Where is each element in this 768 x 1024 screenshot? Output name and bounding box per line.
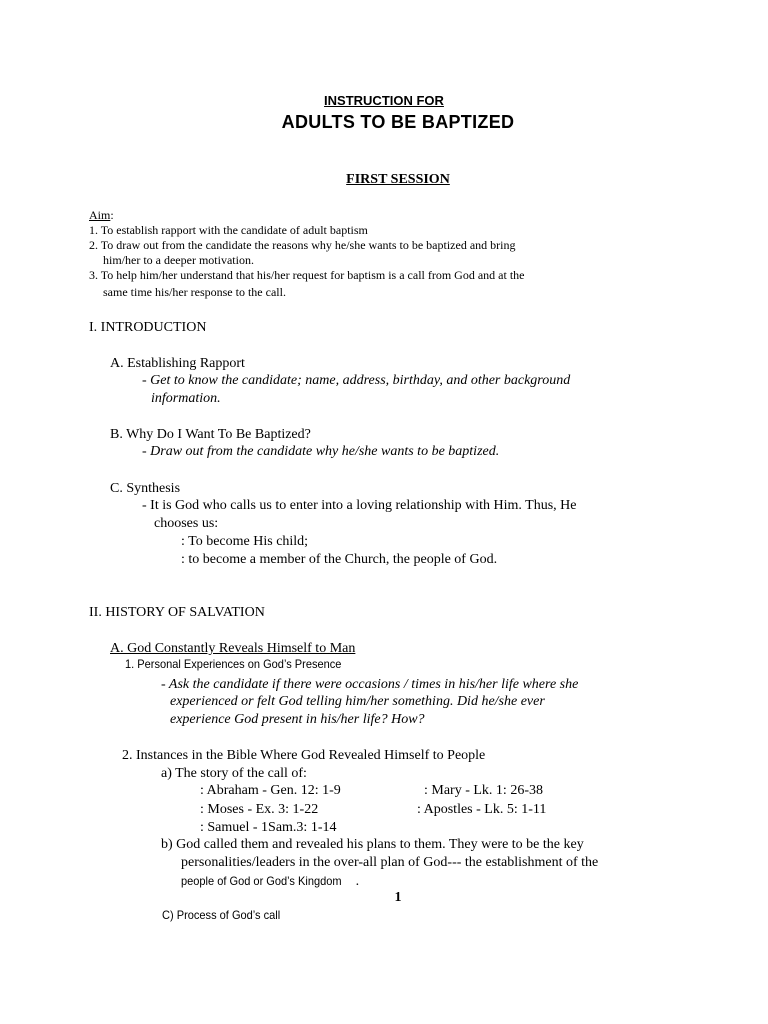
intro-c-point-2: : to become a member of the Church, the people of God. bbox=[181, 552, 498, 567]
history-heading: II. HISTORY OF SALVATION bbox=[89, 605, 265, 620]
intro-c-text-1: - It is God who calls us to enter into a loving relationship with Him. Thus, He bbox=[142, 498, 577, 513]
history-item-1-text-2: experienced or felt God telling him/her something. Did he/she ever bbox=[170, 694, 545, 709]
history-c-text: C) Process of God’s call bbox=[162, 908, 281, 922]
history-item-1: 1. Personal Experiences on God’s Presence bbox=[125, 657, 342, 671]
call-mary: : Mary - Lk. 1: 26-38 bbox=[424, 783, 543, 798]
call-samuel: : Samuel - 1Sam.3: 1-14 bbox=[200, 820, 337, 835]
history-b-text-3-main: people of God or God’s Kingdom bbox=[181, 874, 342, 888]
intro-heading: I. INTRODUCTION bbox=[89, 320, 207, 335]
aim-item-3-cont: same time his/her response to the call. bbox=[103, 285, 286, 299]
call-abraham: : Abraham - Gen. 12: 1-9 bbox=[200, 783, 341, 798]
intro-c-title: C. Synthesis bbox=[110, 481, 181, 496]
title-small: INSTRUCTION FOR bbox=[324, 93, 444, 108]
intro-a-title: A. Establishing Rapport bbox=[110, 356, 245, 371]
aim-item-2: 2. To draw out from the candidate the reasons why he/she wants to be baptized and bring bbox=[89, 238, 516, 252]
intro-a-text-2: information. bbox=[151, 391, 221, 406]
history-b-text-3 bbox=[181, 872, 359, 890]
aim-label-text: Aim bbox=[89, 208, 111, 222]
history-item-1-text-1: - Ask the candidate if there were occasions / times in his/her life where she bbox=[161, 677, 579, 692]
page-number: 1 bbox=[394, 890, 402, 905]
call-moses: : Moses - Ex. 3: 1-22 bbox=[200, 802, 319, 817]
intro-c-point-1: : To become His child; bbox=[181, 534, 309, 549]
intro-b-text: - Draw out from the candidate why he/she wants to be baptized. bbox=[142, 444, 500, 459]
intro-c-text-2: chooses us: bbox=[154, 516, 219, 531]
intro-b-title: B. Why Do I Want To Be Baptized? bbox=[110, 427, 311, 442]
history-item-1-text-3: experience God present in his/her life? How? bbox=[170, 712, 425, 727]
history-b-text-3-end: . bbox=[355, 874, 360, 889]
history-a-title: A. God Constantly Reveals Himself to Man bbox=[110, 641, 356, 656]
aim-item-2-cont: him/her to a deeper motivation. bbox=[103, 253, 254, 267]
aim-item-1: 1. To establish rapport with the candidate of adult baptism bbox=[89, 223, 368, 237]
aim-label-colon: : bbox=[110, 208, 114, 222]
aim-label bbox=[89, 208, 114, 222]
intro-a-text-1: - Get to know the candidate; name, address, birthday, and other background bbox=[142, 373, 571, 388]
history-item-2: 2. Instances in the Bible Where God Revealed Himself to People bbox=[122, 748, 486, 763]
history-b-text-2: personalities/leaders in the over-all plan of God--- the establishment of the bbox=[181, 855, 599, 870]
history-a-call: a) The story of the call of: bbox=[161, 766, 307, 781]
aim-item-3: 3. To help him/her understand that his/her request for baptism is a call from God and at the bbox=[89, 268, 525, 282]
session-heading: FIRST SESSION bbox=[346, 172, 450, 187]
title-large: ADULTS TO BE BAPTIZED bbox=[281, 112, 515, 132]
call-apostles: : Apostles - Lk. 5: 1-11 bbox=[417, 802, 547, 817]
history-b-text-1: b) God called them and revealed his plans to them. They were to be the key bbox=[161, 837, 584, 852]
